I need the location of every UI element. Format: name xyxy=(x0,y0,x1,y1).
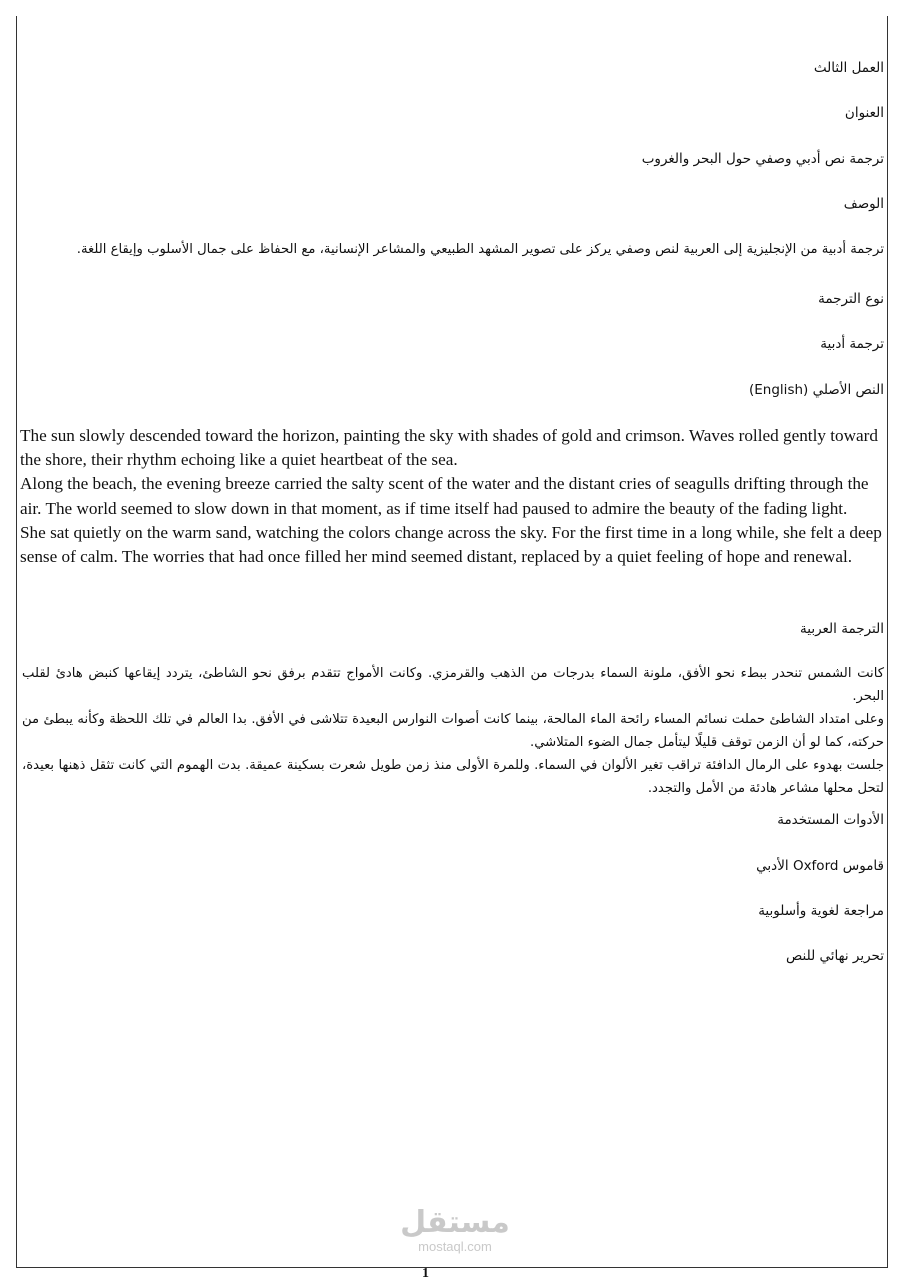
title-value: ترجمة نص أدبي وصفي حول البحر والغروب xyxy=(641,151,884,167)
work-heading: العمل الثالث xyxy=(813,60,884,76)
tool-item: تحرير نهائي للنص xyxy=(785,948,884,964)
tools-label: الأدوات المستخدمة xyxy=(777,812,884,828)
arabic-translation-text xyxy=(22,662,884,800)
translation-type-label: نوع الترجمة xyxy=(818,291,884,307)
document-page xyxy=(16,16,888,1268)
english-paragraph: Along the beach, the evening breeze carried the salty scent of the water and the distant cries of seagulls drifting through the air. The world seemed to slow down in that moment, as if time itself had paused to admire the beauty of the fading light. xyxy=(20,474,869,518)
arabic-paragraph: وعلى امتداد الشاطئ حملت نسائم المساء رائحة الماء المالحة، بينما كانت أصوات النوارس البعيدة تتلاشى في الأفق. بدا العالم في تلك اللحظة وكأنه يبطئ من حركته، كما لو أن الزمن توقف قليلًا ليتأمل جمال الضوء المتلاشي. xyxy=(22,712,884,750)
tool-item: قاموس Oxford الأدبي xyxy=(756,858,884,874)
english-paragraph: The sun slowly descended toward the horizon, painting the sky with shades of gold and crimson. Waves rolled gently toward the shore, their rhythm echoing like a quiet heartbeat of the sea. xyxy=(20,426,878,470)
watermark-logo: مستقل xyxy=(400,1205,510,1240)
watermark-url: mostaql.com xyxy=(418,1239,492,1254)
title-label: العنوان xyxy=(844,105,884,121)
arabic-paragraph: كانت الشمس تنحدر ببطء نحو الأفق، ملونة السماء بدرجات من الذهب والقرمزي. وكانت الأمواج تتقدم برفق نحو الشاطئ، يتردد إيقاعها كنبض هادئ لقلب البحر. xyxy=(22,666,884,704)
tool-item: مراجعة لغوية وأسلوبية xyxy=(758,903,884,919)
arabic-translation-label: الترجمة العربية xyxy=(800,621,884,637)
mostaql-watermark xyxy=(392,1206,518,1254)
description-value xyxy=(22,238,884,261)
page-number: 1 xyxy=(422,1266,429,1281)
arabic-paragraph: جلست بهدوء على الرمال الدافئة تراقب تغير الألوان في السماء. وللمرة الأولى منذ زمن طويل شعرت بسكينة عميقة. بدت الهموم التي كانت تثقل ذهنها بعيدة، لتحل محلها مشاعر هادئة من الأمل والتجدد. xyxy=(22,758,884,796)
description-label: الوصف xyxy=(843,196,884,212)
description-text: ترجمة أدبية من الإنجليزية إلى العربية لنص وصفي يركز على تصوير المشهد الطبيعي والمشاعر الإنسانية، مع الحفاظ على جمال الأسلوب وإيقاع اللغة. xyxy=(76,242,884,257)
english-original-text xyxy=(20,424,882,569)
original-text-label: النص الأصلي (English) xyxy=(749,382,884,398)
english-paragraph: She sat quietly on the warm sand, watching the colors change across the sky. For the first time in a long while, she felt a deep sense of calm. The worries that had once filled her mind seemed distant, replaced by a quiet feeling of hope and renewal. xyxy=(20,522,882,567)
translation-type-value: ترجمة أدبية xyxy=(820,336,884,352)
